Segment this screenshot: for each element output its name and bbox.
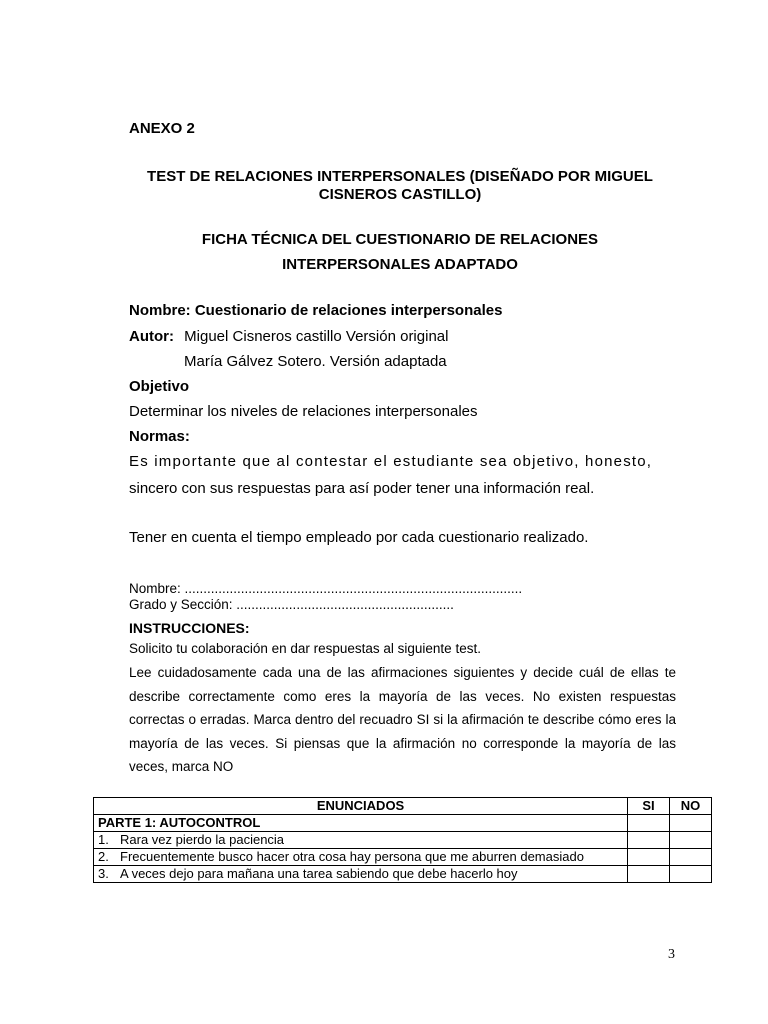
no-checkbox-cell[interactable]	[670, 832, 712, 849]
col-si: SI	[628, 798, 670, 815]
ficha-autor	[129, 328, 448, 345]
instrucciones-line-1: Solicito tu colaboración en dar respuestas al siguiente test.	[129, 641, 481, 656]
instrucciones-label: INSTRUCCIONES:	[129, 620, 250, 636]
table-row-part1	[94, 815, 712, 832]
no-checkbox-cell[interactable]	[670, 849, 712, 866]
autor-label: Autor:	[129, 328, 174, 345]
si-checkbox-cell[interactable]	[628, 866, 670, 883]
part1-no-cell	[670, 815, 712, 832]
item-cell	[94, 866, 628, 883]
table-row	[94, 832, 712, 849]
normas-line-1: Es importante que al contestar el estudiante sea objetivo, honesto,	[129, 453, 653, 470]
item-cell	[94, 832, 628, 849]
instrucciones-paragraph: Lee cuidadosamente cada una de las afirmaciones siguientes y decide cuál de ellas te describe correctamente como eres la mayoría de las veces. No existen respuestas correctas o erradas. Marca dentro del recuadro SI si la afirmación te describe cómo eres la mayoría de las veces. Si piensas que la afirmación no corresponde la mayoría de las veces, marca NO	[129, 665, 676, 774]
autor-original: Miguel Cisneros castillo Versión original	[184, 328, 449, 345]
part1-heading: PARTE 1: AUTOCONTROL	[94, 815, 628, 832]
form-nombre: Nombre: ..........................................................................................	[129, 581, 523, 596]
annex-label: ANEXO 2	[129, 120, 195, 137]
item-cell	[94, 849, 628, 866]
table-row	[94, 866, 712, 883]
item-number: 2.	[98, 849, 109, 864]
si-checkbox-cell[interactable]	[628, 849, 670, 866]
table-header-row	[94, 798, 712, 815]
autor-adaptada: María Gálvez Sotero. Versión adaptada	[184, 353, 447, 370]
item-text: Rara vez pierdo la paciencia	[120, 832, 285, 847]
questionnaire-table	[93, 797, 712, 883]
item-text: Frecuentemente busco hacer otra cosa hay persona que me aburren demasiado	[120, 849, 584, 864]
title-line-1: TEST DE RELACIONES INTERPERSONALES (DISEÑADO POR MIGUEL	[147, 168, 653, 185]
si-checkbox-cell[interactable]	[628, 832, 670, 849]
ficha-subtitle	[100, 227, 700, 277]
subtitle-line-2: INTERPERSONALES ADAPTADO	[282, 256, 518, 273]
part1-si-cell	[628, 815, 670, 832]
normas-line-2: sincero con sus respuestas para así poder tener una información real.	[129, 480, 595, 497]
title-line-2: CISNEROS CASTILLO)	[318, 186, 482, 203]
page-number: 3	[668, 947, 675, 962]
document-title	[100, 168, 700, 204]
no-checkbox-cell[interactable]	[670, 866, 712, 883]
normas-label: Normas:	[129, 428, 190, 445]
ficha-nombre: Nombre: Cuestionario de relaciones interpersonales	[129, 302, 503, 319]
objetivo-text: Determinar los niveles de relaciones interpersonales	[129, 403, 478, 420]
item-text: A veces dejo para mañana una tarea sabiendo que debe hacerlo hoy	[120, 866, 518, 881]
col-no: NO	[670, 798, 712, 815]
subtitle-line-1: FICHA TÉCNICA DEL CUESTIONARIO DE RELACIONES	[201, 231, 599, 248]
item-number: 1.	[98, 832, 109, 847]
col-enunciados: ENUNCIADOS	[94, 798, 628, 815]
form-grado: Grado y Sección: ..........................................................	[129, 597, 454, 612]
objetivo-label: Objetivo	[129, 378, 190, 395]
table-row	[94, 849, 712, 866]
item-number: 3.	[98, 866, 109, 881]
tiempo-note: Tener en cuenta el tiempo empleado por cada cuestionario realizado.	[129, 529, 589, 546]
